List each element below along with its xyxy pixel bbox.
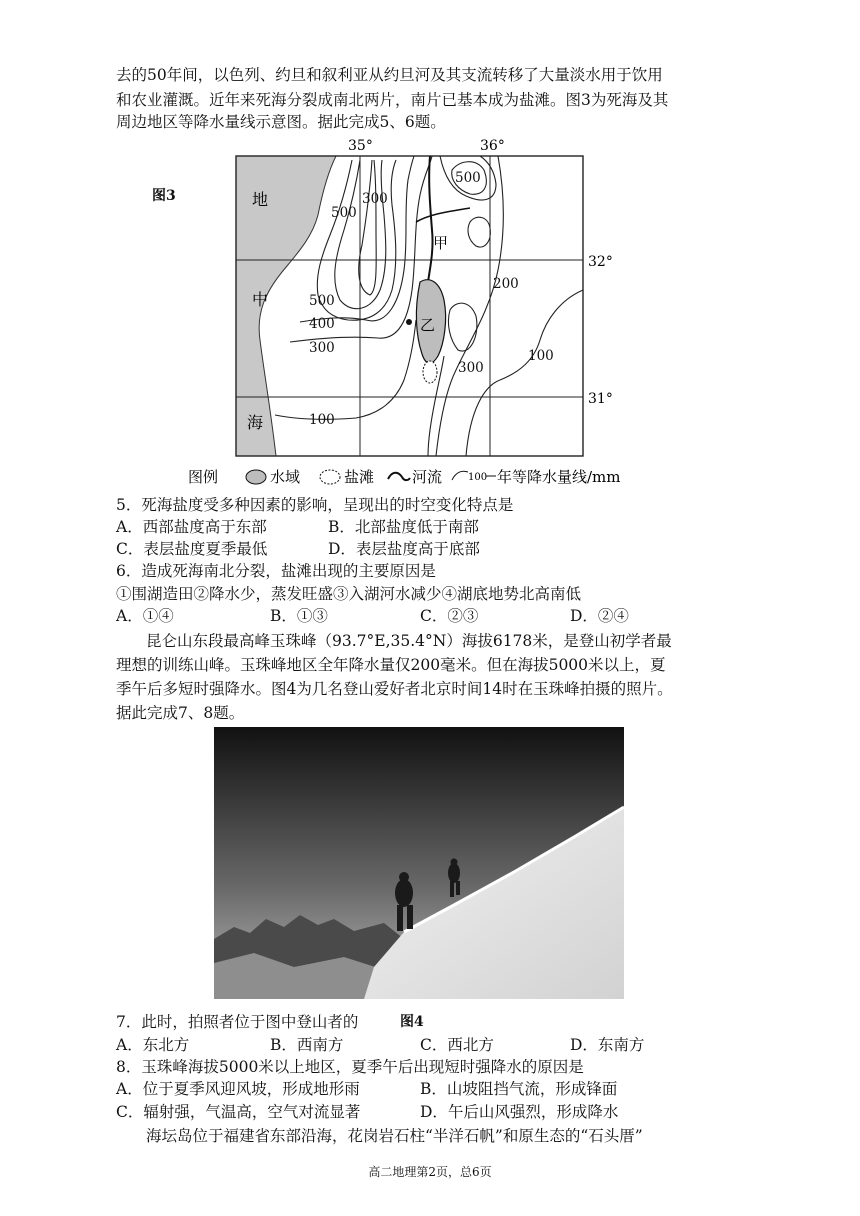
contour-label: 200	[493, 276, 519, 292]
sea-char-zhong: 中	[252, 290, 269, 309]
q6-option-a: A．①④	[116, 607, 174, 625]
legend-title: 图例	[188, 468, 219, 486]
contour-label: 500	[455, 170, 481, 186]
q8-option-c: C．辐射强，气温高，空气对流显著	[116, 1103, 361, 1121]
contour-label: 500	[331, 205, 357, 221]
q7-option-b: B．西南方	[270, 1036, 344, 1054]
legend-water: 水域	[270, 468, 301, 486]
legend-isoline-value: 100	[468, 472, 488, 483]
legend-salt: 盐滩	[344, 468, 375, 486]
q7-option-c: C．西北方	[420, 1036, 494, 1054]
q8-option-b: B．山坡阻挡气流，形成锋面	[420, 1080, 618, 1098]
q6-items: ①围湖造田②降水少，蒸发旺盛③入湖河水减少④湖底地势北高南低	[116, 585, 582, 603]
q6-option-c: C．②③	[420, 607, 479, 625]
q8-option-d: D．午后山风强烈，形成降水	[420, 1103, 619, 1121]
passage-line-8: 海坛岛位于福建省东部沿海，花岗岩石柱“半洋石帆”和原生态的“石头厝”	[146, 1127, 643, 1145]
q5-option-c: C．表层盐度夏季最低	[116, 540, 268, 558]
q5-option-a: A．西部盐度高于东部	[116, 518, 267, 536]
question-7: 7．此时，拍照者位于图中登山者的	[116, 1013, 359, 1031]
q7-option-d: D．东南方	[570, 1036, 645, 1054]
passage-line-3: 周边地区等降水量线示意图。据此完成5、6题。	[116, 113, 446, 131]
sea-char-hai: 海	[247, 413, 264, 432]
legend-isoline: 年等降水量线/mm	[497, 468, 621, 486]
figure3-map	[150, 134, 710, 490]
q5-option-d: D．表层盐度高于底部	[328, 540, 480, 558]
contour-label: 400	[309, 316, 335, 332]
q6-option-d: D．②④	[570, 607, 629, 625]
passage-line-4: 昆仑山东段最高峰玉珠峰（93.7°E,35.4°N）海拔6178米，是登山初学者最	[146, 632, 672, 650]
figure3-label: 图3	[152, 188, 176, 204]
contour-label: 100	[528, 348, 554, 364]
lon-label-35: 35°	[348, 138, 373, 154]
map-legend	[188, 468, 621, 486]
lat-label-32: 32°	[588, 254, 613, 270]
legend-river: 河流	[412, 468, 443, 486]
jordan-river	[428, 156, 433, 282]
contour-label: 300	[362, 191, 388, 207]
q7-option-a: A．东北方	[116, 1036, 190, 1054]
figure4-photo	[214, 727, 624, 999]
place-jia: 甲	[433, 234, 449, 252]
q5-option-b: B．北部盐度低于南部	[328, 518, 479, 536]
lat-label-31: 31°	[588, 391, 613, 407]
passage-line-1: 去的50年间，以色列、约旦和叙利亚从约旦河及其支流转移了大量淡水用于饮用	[116, 66, 663, 84]
contour-label: 500	[309, 293, 335, 309]
salt-flat	[423, 361, 437, 383]
passage-line-6: 季午后多短时强降水。图4为几名登山爱好者北京时间14时在玉珠峰拍摄的照片。	[116, 680, 673, 698]
passage-line-7: 据此完成7、8题。	[116, 704, 245, 722]
page-footer: 高二地理第2页，总6页	[368, 1165, 492, 1179]
contour-label: 100	[309, 412, 335, 428]
contour-label: 300	[458, 360, 484, 376]
place-yi: 乙	[420, 316, 436, 334]
passage-line-5: 理想的训练山峰。玉珠峰地区全年降水量仅200毫米。但在海拔5000米以上，夏	[116, 656, 666, 674]
q8-option-a: A．位于夏季风迎风坡，形成地形雨	[116, 1080, 360, 1098]
question-8: 8．玉珠峰海拔5000米以上地区，夏季午后出现短时强降水的原因是	[116, 1058, 584, 1076]
q6-option-b: B．①③	[270, 607, 328, 625]
question-5: 5．死海盐度受多种因素的影响，呈现出的时空变化特点是	[116, 496, 514, 514]
passage-line-2: 和农业灌溉。近年来死海分裂成南北两片，南片已基本成为盐滩。图3为死海及其	[116, 91, 669, 109]
sea-char-di: 地	[252, 190, 269, 209]
lon-label-36: 36°	[480, 138, 505, 154]
figure4-label: 图4	[400, 1014, 424, 1030]
contour-label: 300	[309, 340, 335, 356]
question-6: 6．造成死海南北分裂，盐滩出现的主要原因是	[116, 562, 436, 580]
